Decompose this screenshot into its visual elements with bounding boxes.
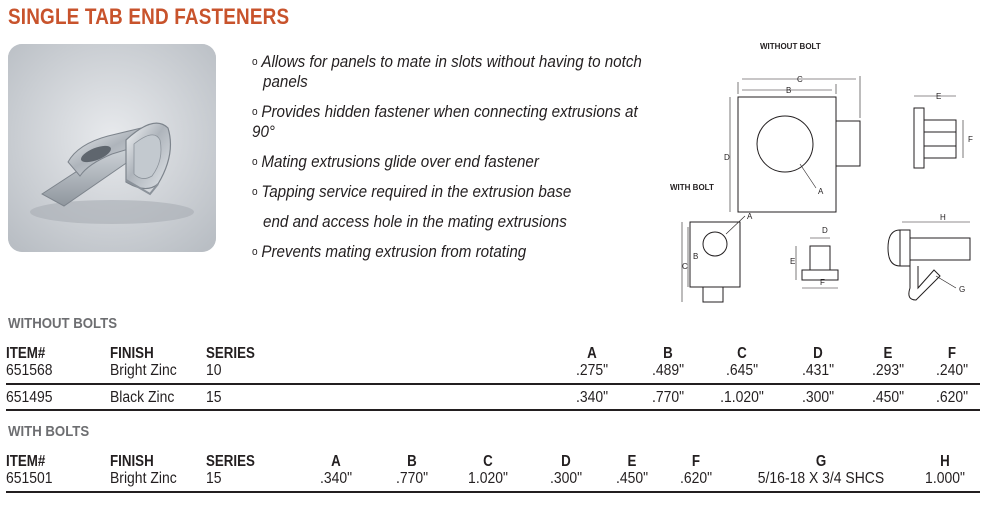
with-bolts-table: [6, 453, 980, 493]
col-c: C: [483, 453, 493, 470]
col-item: ITEM#: [6, 453, 46, 470]
bullet-icon: o: [252, 56, 258, 68]
feature-item: o Tapping service required in the extrusion base: [252, 183, 572, 201]
fastener-photo-illustration: [8, 44, 216, 252]
col-e: E: [627, 453, 637, 470]
technical-drawings: [660, 52, 990, 312]
col-b: B: [663, 345, 673, 362]
dim-g-label: G: [959, 285, 966, 294]
dim-h-label: H: [940, 213, 946, 222]
bullet-icon: o: [252, 246, 258, 258]
without-bolts-heading: WITHOUT BOLTS: [8, 315, 118, 332]
feature-item: o Mating extrusions glide over end fastener: [252, 153, 539, 171]
dim-e-label-bolt: E: [790, 257, 796, 266]
table-header-row: [6, 453, 980, 470]
table-divider: [6, 491, 980, 493]
col-g: G: [815, 453, 827, 470]
feature-item-continued: panels: [263, 73, 308, 91]
col-d: D: [561, 453, 571, 470]
col-h: H: [940, 453, 950, 470]
col-a: A: [331, 453, 341, 470]
feature-item: o Allows for panels to mate in slots without having to notch: [252, 53, 642, 71]
dim-a-label-bolt: A: [747, 212, 753, 221]
col-f: F: [947, 345, 957, 362]
without-bolt-label: WITHOUT BOLT: [760, 42, 821, 51]
col-series: SERIES: [206, 345, 255, 362]
dim-b-label: B: [786, 86, 792, 95]
table-row: 651495 Black Zinc 15 .340" .770" .1.020" .300" .450" .620": [6, 389, 969, 406]
table-divider: [6, 383, 980, 385]
feature-list: [252, 52, 692, 272]
dim-b-label-bolt: B: [693, 252, 699, 261]
bullet-icon: o: [252, 156, 258, 168]
dim-f-label: F: [968, 135, 973, 144]
col-a: A: [587, 345, 597, 362]
dim-c-label: C: [797, 75, 803, 84]
table-header-row: [6, 345, 980, 362]
col-f: F: [691, 453, 701, 470]
dim-e-label: E: [936, 92, 942, 101]
dim-f-label-bolt: F: [820, 278, 825, 287]
col-finish: FINISH: [110, 345, 154, 362]
col-series: SERIES: [206, 453, 255, 470]
dim-d-label-bolt: D: [822, 226, 828, 235]
with-bolt-label: WITH BOLT: [670, 183, 714, 192]
feature-item: o Prevents mating extrusion from rotating: [252, 243, 527, 261]
col-e: E: [883, 345, 893, 362]
table-row: 651501 Bright Zinc 15 .340" .770" 1.020" .300" .450" .620" 5/16-18 X 3/4 SHCS 1.000": [6, 470, 965, 487]
dim-d-label: D: [724, 153, 730, 162]
with-bolts-heading: WITH BOLTS: [8, 423, 90, 440]
without-bolts-table: [6, 345, 980, 411]
col-item: ITEM#: [6, 345, 46, 362]
table-divider: [6, 409, 980, 411]
col-d: D: [813, 345, 823, 362]
table-row: 651568 Bright Zinc 10 .275" .489" .645" .431" .293" .240": [6, 362, 969, 379]
dim-a-label: A: [818, 187, 824, 196]
col-b: B: [407, 453, 417, 470]
dim-c-label-bolt: C: [682, 262, 688, 271]
bullet-icon: o: [252, 186, 258, 198]
feature-item: o Provides hidden fastener when connecting extrusions at 90°: [252, 103, 638, 141]
product-photo: [8, 44, 216, 252]
col-finish: FINISH: [110, 453, 154, 470]
feature-item-continued: end and access hole in the mating extrusions: [263, 213, 567, 231]
bullet-icon: o: [252, 106, 258, 118]
col-c: C: [737, 345, 747, 362]
page-title: SINGLE TAB END FASTENERS: [8, 4, 290, 29]
